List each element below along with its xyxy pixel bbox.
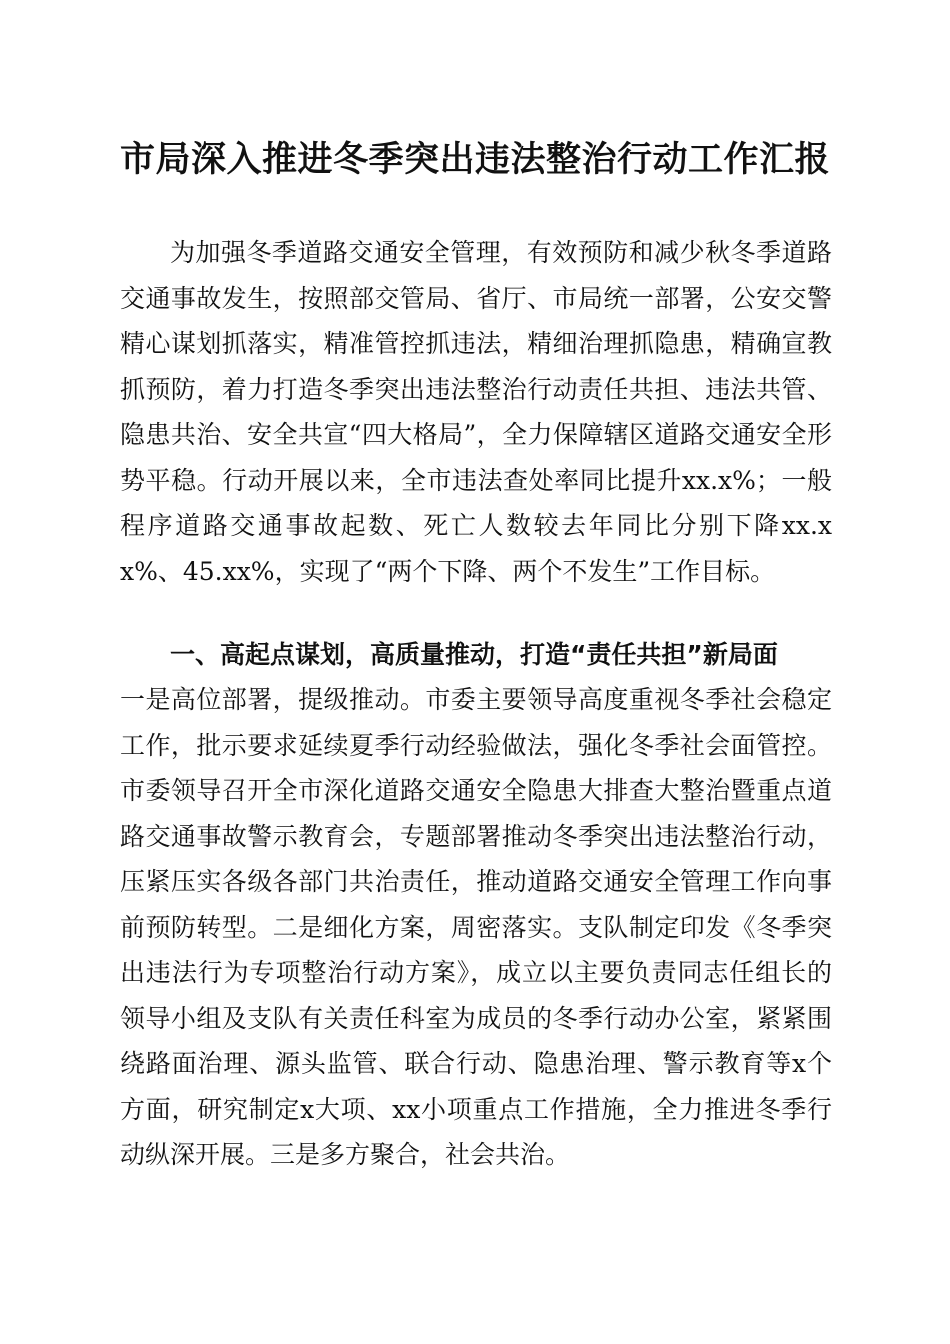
intro-paragraph: 为加强冬季道路交通安全管理，有效预防和减少秋冬季道路交通事故发生，按照部交管局、省厅、市局统一部署，公安交警精心谋划抓落实，精准管控抓违法，精细治理抓隐患，精确宣教抓预防，着力打造冬季突出违法整治行动责任共担、违法共管、隐患共治、安全共宣“四大格局”，全力保障辖区道路交通安全形势平稳。行动开展以来，全市违法查处率同比提升xx.x%；一般程序道路交通事故起数、死亡人数较去年同比分别下降xx.xx%、45.xx%，实现了“两个下降、两个不发生”工作目标。 — [120, 238, 832, 586]
section-1-paragraph: 一是高位部署，提级推动。市委主要领导高度重视冬季社会稳定工作，批示要求延续夏季行动经验做法，强化冬季社会面管控。市委领导召开全市深化道路交通安全隐患大排查大整治暨重点道路交通事故警示教育会，专题部署推动冬季突出违法整治行动，压紧压实各级各部门共治责任，推动道路交通安全管理工作向事前预防转型。二是细化方案，周密落实。支队制定印发《冬季突出违法行为专项整治行动方案》，成立以主要负责同志任组长的领导小组及支队有关责任科室为成员的冬季行动办公室，紧紧围绕路面治理、源头监管、联合行动、隐患治理、警示教育等x个方面，研究制定x大项、xx小项重点工作措施，全力推进冬季行动纵深开展。三是多方聚合，社会共治。 — [120, 685, 832, 1169]
document-title: 市局深入推进冬季突出违法整治行动工作汇报 — [119, 139, 830, 180]
section-heading-1: 一、高起点谋划，高质量推动，打造“责任共担”新局面 — [170, 640, 778, 669]
